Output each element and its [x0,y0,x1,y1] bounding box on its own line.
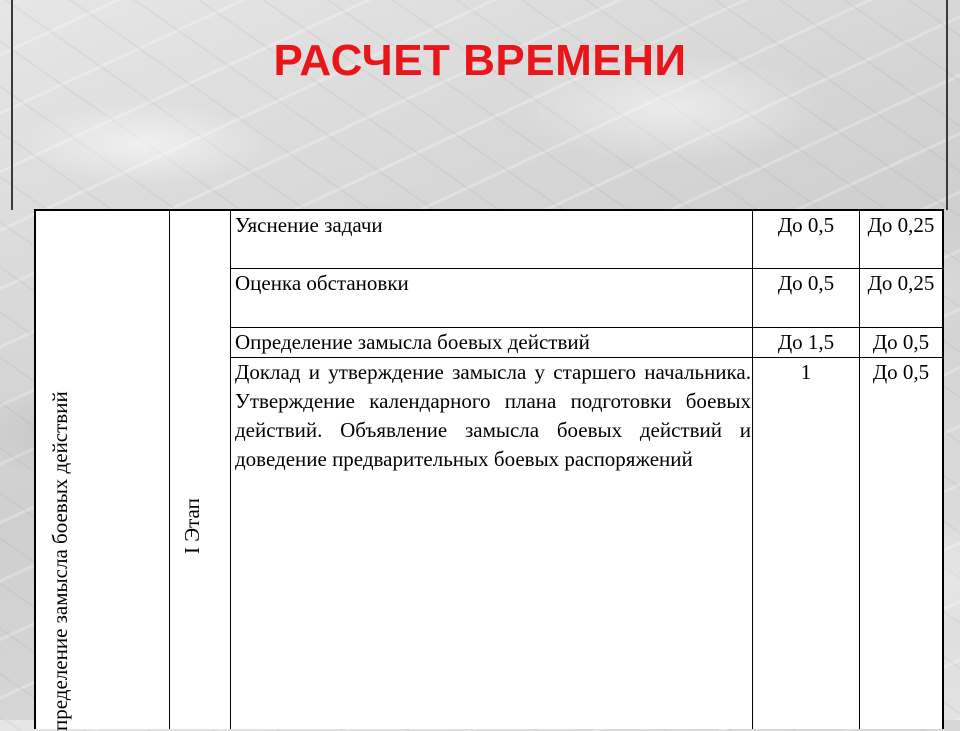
time-a-cell: До 0,5 [777,271,835,295]
time-b-cell: До 0,25 [867,213,935,237]
time-a-cell: До 1,5 [777,330,835,354]
slide-frame-right [946,0,948,210]
column-divider [230,211,231,729]
time-b-cell: До 0,25 [867,271,935,295]
stage-label: I Этап [180,498,204,554]
time-b-cell: До 0,5 [872,330,930,354]
group-label: пределение замысла боевых действий [48,391,72,731]
slide-frame-left [11,0,13,210]
task-cell: Определение замысла боевых действий [235,330,590,354]
time-b-cell: До 0,5 [872,360,930,384]
task-cell: Оценка обстановки [235,271,409,295]
slide-title: РАСЧЕТ ВРЕМЕНИ [273,36,687,85]
column-divider [169,211,170,729]
time-calculation-table [34,209,944,729]
time-a-cell: 1 [800,360,812,384]
task-cell: Уяснение задачи [235,213,383,237]
time-a-cell: До 0,5 [777,213,835,237]
task-cell: Доклад и утверждение замысла у старшего начальника. Утверждение календарного плана подготовки боевых действий. Объявление замысла боевых действий и доведение предварительных боевых распоряжений [235,360,751,471]
